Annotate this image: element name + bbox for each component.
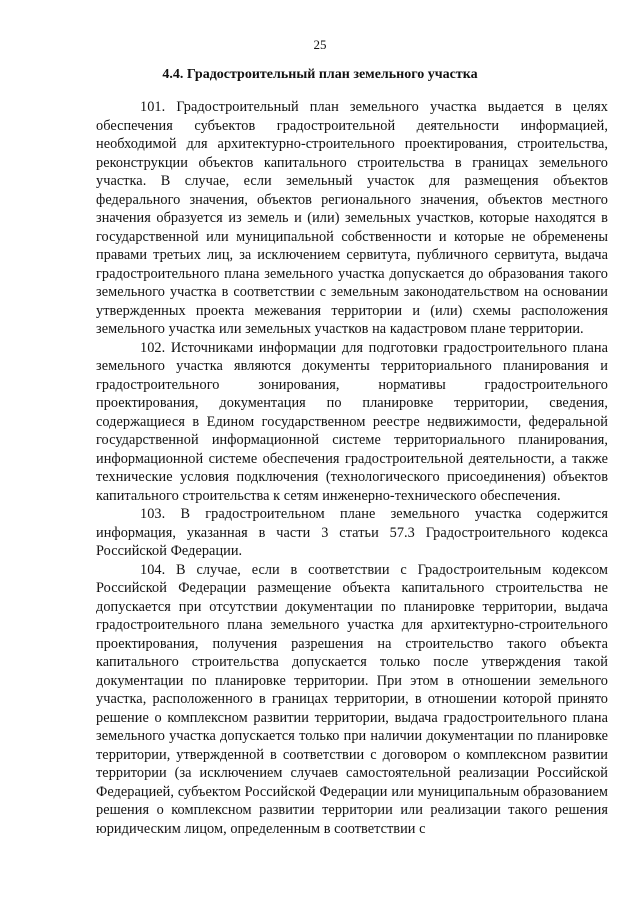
paragraph-104: 104. В случае, если в соответствии с Градостроительным кодексом Российской Федерации размещение объекта капитального строительства не допускается при отсутствии документации по планировке территории, выдача градостроительного плана земельного участка для архитектурно-строительного проектирования, получения разрешения на строительство такого объекта капитального строительства допускается только после утверждения такой документации по планировке территории. При этом в отношении земельного участка, расположенного в границах территории, в отношении которой принято решение о комплексном развитии территории, выдача градостроительного плана земельного участка допускается только при наличии документации по планировке территории, утвержденной в соответствии с договором о комплексном развитии территории (за исключением случаев самостоятельной реализации Российской Федерацией, субъектом Российской Федерации или муниципальным образованием решения о комплексном развитии территории или реализации такого решения юридическим лицом, определенным в соответствии с xyxy=(96,561,608,837)
section-heading: 4.4. Градостроительный план земельного участка xyxy=(162,67,478,82)
paragraph-101: 101. Градостроительный план земельного участка выдается в целях обеспечения субъектов градостроительной деятельности информацией, необходимой для архитектурно-строительного проектирования, строительства, реконструкции объектов капитального строительства в границах земельного участка. В случае, если земельный участок для размещения объектов федерального значения, объектов регионального значения, объектов местного значения образуется из земель и (или) земельных участков, которые находятся в государственной или муниципальной собственности и которые не обременены правами третьих лиц, за исключением сервитута, публичного сервитута, выдача градостроительного плана земельного участка допускается до образования такого земельного участка в соответствии с земельным законодательством на основании утвержденных проекта межевания территории и (или) схемы расположения земельного участка или земельных участков на кадастровом плане территории. xyxy=(96,99,608,337)
paragraph-102: 102. Источниками информации для подготовки градостроительного плана земельного участка являются документы территориального планирования и градостроительного зонирования, нормативы градостроительного проектирования, документация по планировке территории, сведения, содержащиеся в Едином государственном реестре недвижимости, федеральной государственной информационной системе территориального планирования, информационной системе обеспечения градостроительной деятельности, а также технические условия подключения (технологического присоединения) объектов капитального строительства к сетям инженерно-технического обеспечения. xyxy=(96,339,608,504)
paragraph-103: 103. В градостроительном плане земельного участка содержится информация, указанная в части 3 статьи 57.3 Градостроительного кодекса Российской Федерации. xyxy=(96,506,608,559)
body-text xyxy=(96,98,608,838)
page-number: 25 xyxy=(313,37,327,52)
